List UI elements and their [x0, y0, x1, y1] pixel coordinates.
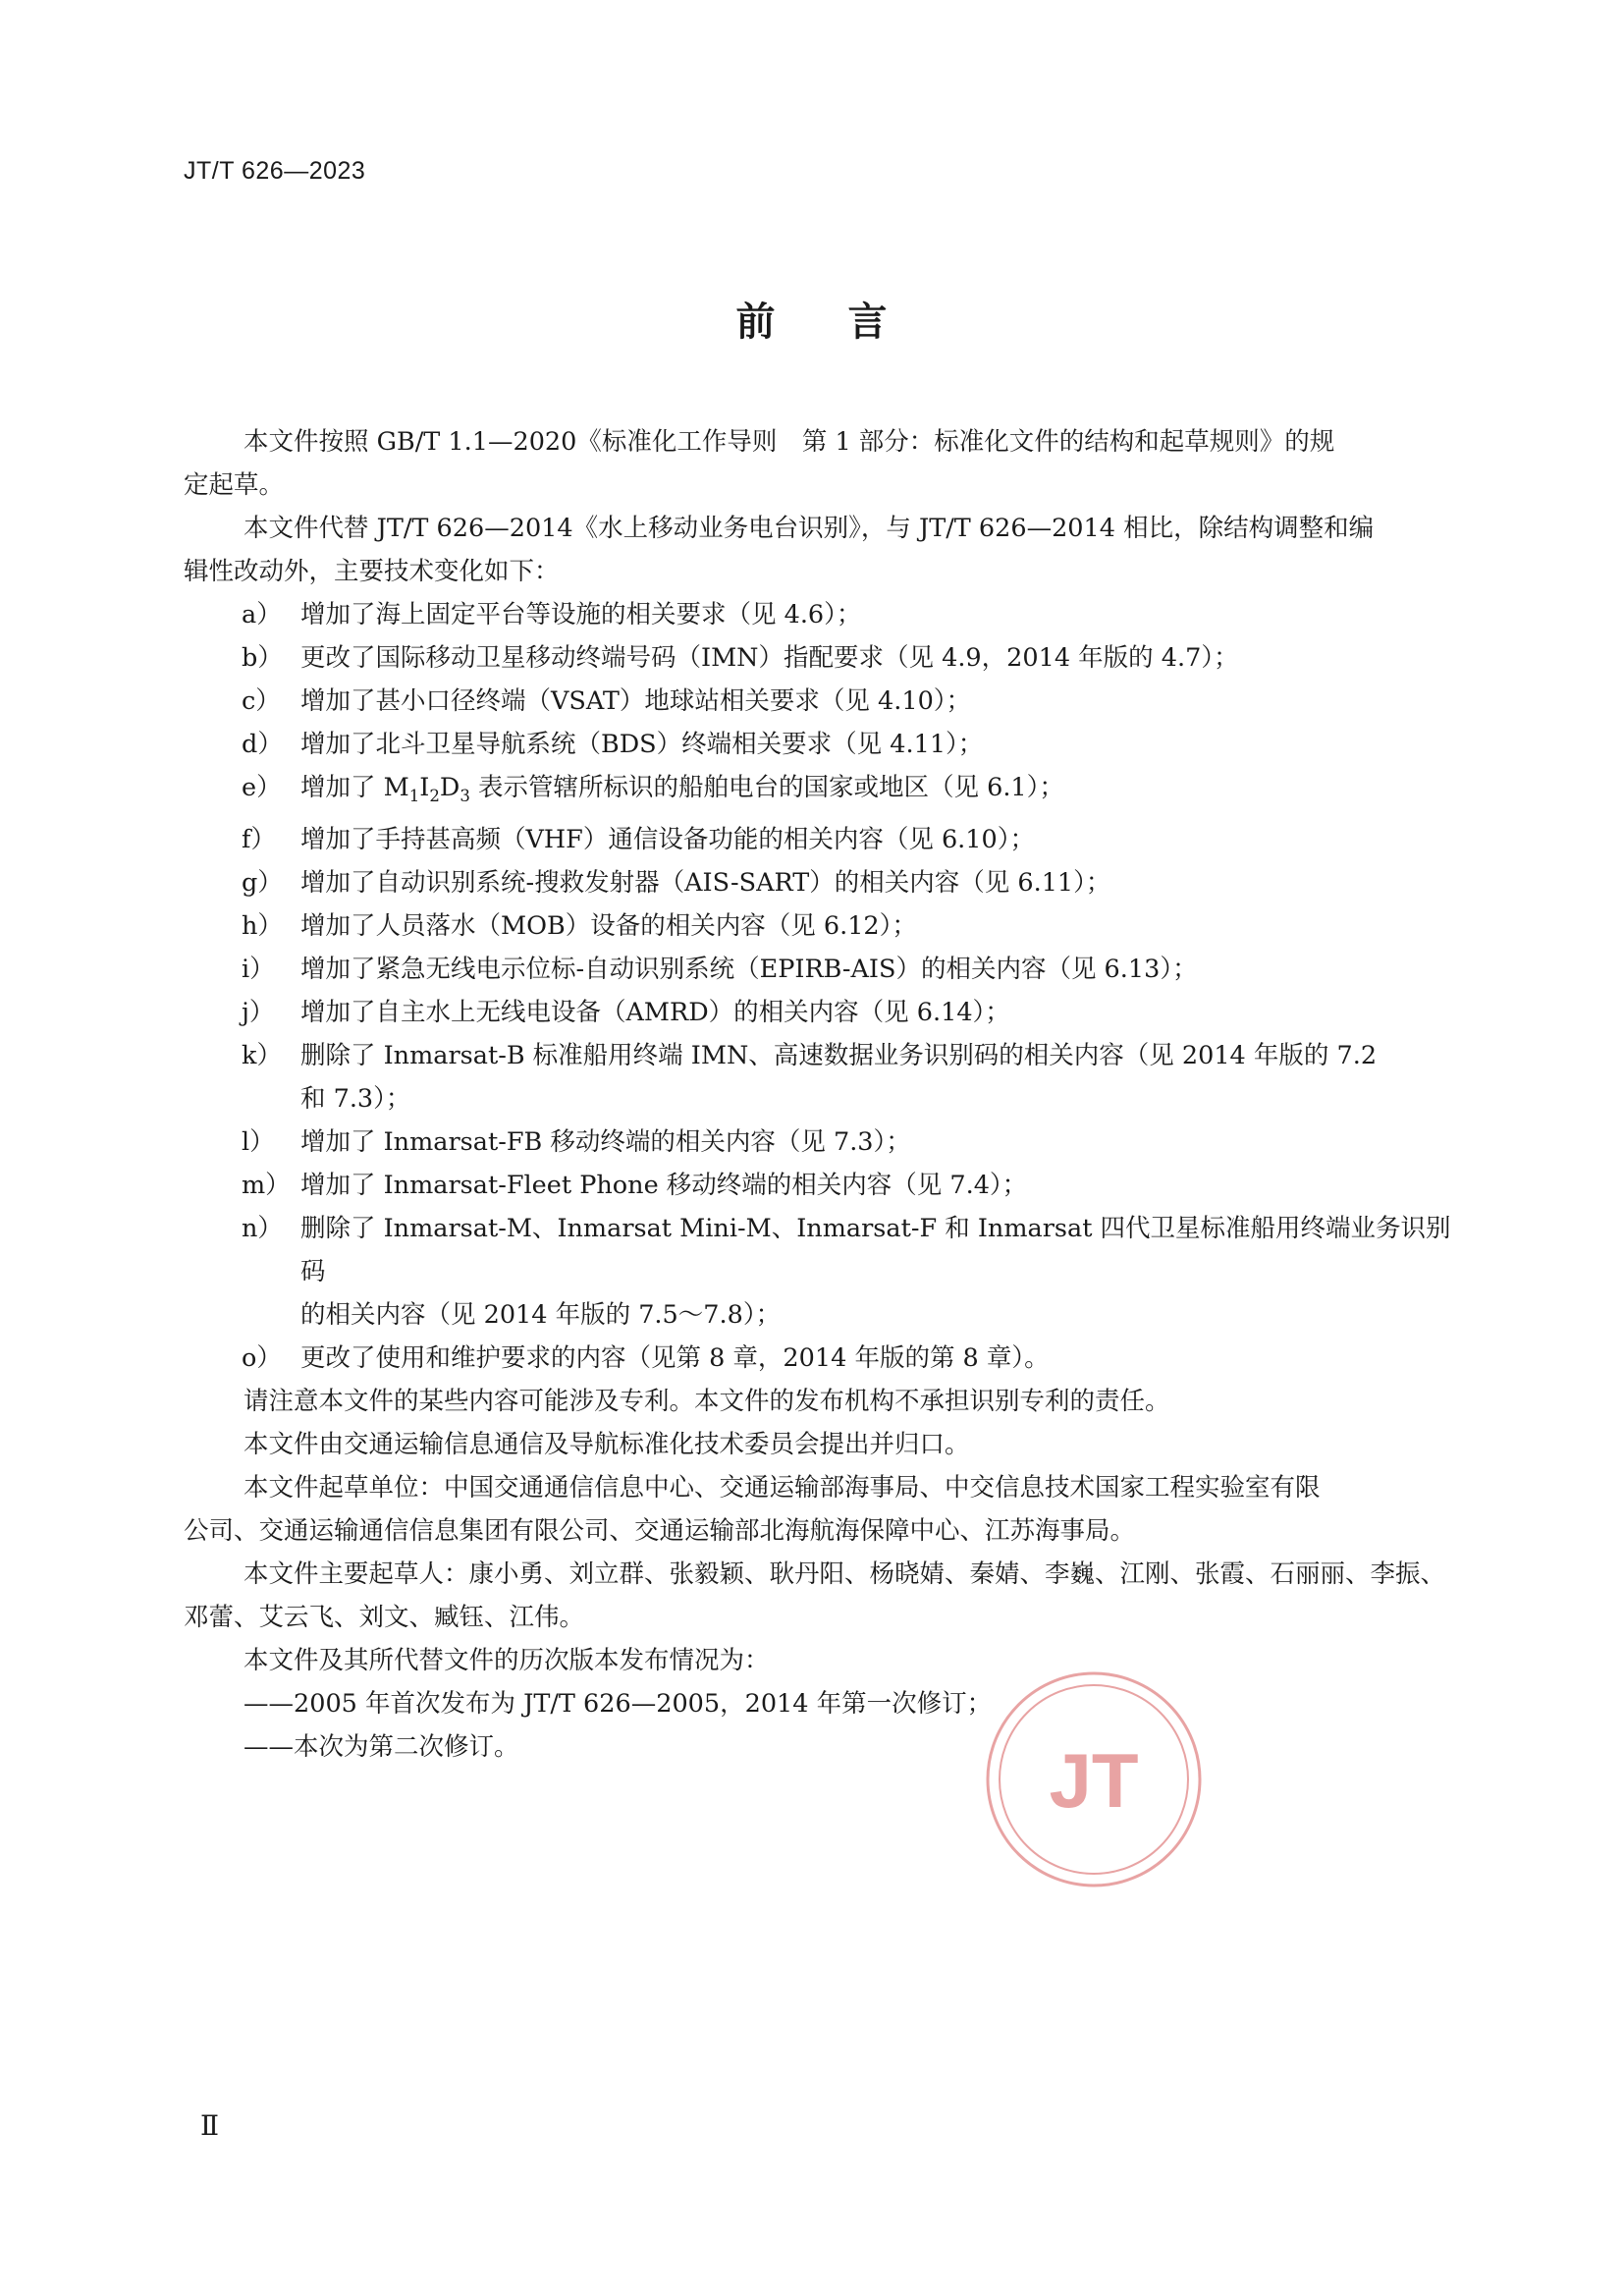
- text-fragment: I: [419, 773, 430, 802]
- list-marker: h）: [242, 911, 283, 942]
- list-item: [243, 904, 1451, 948]
- list-item: [243, 723, 1451, 766]
- text-fragment: D: [439, 773, 460, 802]
- list-item-text: [300, 773, 1064, 806]
- paragraph-proposer: [243, 1423, 1451, 1466]
- list-item: [243, 766, 1451, 818]
- list-item-text-continued: 和 7.3）；: [300, 1084, 411, 1115]
- paragraph-line: 邓蕾、艾云飞、刘文、臧钰、江伟。: [184, 1603, 585, 1633]
- text-fragment: 增加了 M: [300, 773, 409, 802]
- paragraph-line: 本文件主要起草人：康小勇、刘立群、张毅颖、耿丹阳、杨晓婧、秦婧、李巍、江刚、张霞、石丽丽、李振、: [243, 1559, 1446, 1590]
- list-item-text: 增加了甚小口径终端（VSAT）地球站相关要求（见 4.10）；: [300, 686, 972, 716]
- history-item: ——2005 年首次发布为 JT/T 626—2005，2014 年第一次修订；: [243, 1689, 993, 1720]
- list-marker: i）: [242, 955, 275, 985]
- paragraph-line: 辑性改动外，主要技术变化如下：: [184, 557, 560, 586]
- list-item-text: 增加了人员落水（MOB）设备的相关内容（见 6.12）；: [300, 911, 917, 942]
- list-item-text: 增加了 Inmarsat-FB 移动终端的相关内容（见 7.3）；: [300, 1127, 911, 1158]
- list-item-text: 更改了国际移动卫星移动终端号码（IMN）指配要求（见 4.9，2014 年版的 4.7）；: [300, 643, 1239, 673]
- page-number: Ⅱ: [200, 2109, 220, 2142]
- subscript: 1: [408, 787, 420, 806]
- list-marker: g）: [242, 868, 283, 899]
- list-marker: l）: [242, 1127, 275, 1158]
- paragraph-patent: [243, 1380, 1451, 1423]
- list-item: [243, 818, 1451, 861]
- paragraph-line: 公司、交通运输通信信息集团有限公司、交通运输部北海航海保障中心、江苏海事局。: [184, 1516, 1136, 1547]
- list-marker: c）: [242, 686, 281, 716]
- list-item-text: 增加了手持甚高频（VHF）通信设备功能的相关内容（见 6.10）；: [300, 825, 1035, 855]
- list-item: [243, 1164, 1451, 1207]
- list-item-text: 增加了海上固定平台等设施的相关要求（见 4.6）；: [300, 600, 862, 629]
- document-code: JT/T 626—2023: [184, 157, 366, 185]
- stamp-text: JT: [1049, 1737, 1139, 1824]
- jt-stamp-logo: [982, 1667, 1206, 1891]
- list-item: [243, 991, 1451, 1034]
- list-item-text: 删除了 Inmarsat-M、Inmarsat Mini-M、Inmarsat-F 和 Inmarsat 四代卫星标准船用终端业务识别码: [300, 1214, 1451, 1287]
- paragraph-structure: [184, 420, 1451, 507]
- list-item-text-continued: 的相关内容（见 2014 年版的 7.5～7.8）；: [300, 1300, 782, 1331]
- paragraph-line: 本文件及其所代替文件的历次版本发布情况为：: [243, 1646, 770, 1676]
- list-marker: m）: [242, 1171, 291, 1201]
- list-item-text: 增加了自主水上无线电设备（AMRD）的相关内容（见 6.14）；: [300, 998, 1010, 1028]
- paragraph-drafters: [184, 1553, 1451, 1639]
- list-item: [243, 1121, 1451, 1164]
- subscript: 2: [429, 787, 440, 806]
- list-item-text: 删除了 Inmarsat-B 标准船用终端 IMN、高速数据业务识别码的相关内容（见 2014 年版的 7.2: [300, 1041, 1378, 1071]
- list-marker: b）: [242, 643, 283, 673]
- list-item: [243, 948, 1451, 991]
- list-marker: d）: [242, 730, 283, 759]
- list-item: [243, 1337, 1451, 1380]
- list-marker: a）: [242, 600, 282, 629]
- list-item: [243, 680, 1451, 723]
- paragraph-line: 本文件起草单位：中国交通通信信息中心、交通运输部海事局、中交信息技术国家工程实验室有限: [243, 1473, 1321, 1503]
- paragraph-line: 本文件由交通运输信息通信及导航标准化技术委员会提出并归口。: [243, 1430, 970, 1460]
- paragraph-line: 请注意本文件的某些内容可能涉及专利。本文件的发布机构不承担识别专利的责任。: [243, 1387, 1170, 1417]
- list-marker: j）: [242, 998, 275, 1028]
- list-marker: k）: [242, 1041, 282, 1071]
- list-item-text: 增加了 Inmarsat-Fleet Phone 移动终端的相关内容（见 7.4）；: [300, 1171, 1028, 1201]
- foreword-body: [184, 420, 1451, 1769]
- list-marker: o）: [242, 1343, 282, 1374]
- list-item: [243, 593, 1451, 636]
- changes-list: [243, 593, 1451, 1380]
- paragraph-line: 本文件代替 JT/T 626—2014《水上移动业务电台识别》，与 JT/T 626—2014 相比，除结构调整和编: [243, 514, 1375, 543]
- list-item-text: 增加了北斗卫星导航系统（BDS）终端相关要求（见 4.11）；: [300, 730, 984, 759]
- subscript: 3: [460, 787, 470, 806]
- list-marker: e）: [242, 773, 282, 802]
- paragraph-drafting-units: [184, 1466, 1451, 1553]
- history-item: ——本次为第二次修订。: [243, 1732, 519, 1763]
- text-fragment: 表示管辖所标识的船舶电台的国家或地区（见 6.1）；: [469, 773, 1064, 802]
- list-item: [243, 636, 1451, 680]
- paragraph-replacement: [184, 507, 1451, 593]
- list-marker: f）: [242, 825, 276, 855]
- paragraph-line: 本文件按照 GB/T 1.1—2020《标准化工作导则 第 1 部分：标准化文件的结构和起草规则》的规: [243, 427, 1335, 457]
- list-item-text: 更改了使用和维护要求的内容（见第 8 章，2014 年版的第 8 章）。: [300, 1343, 1050, 1374]
- page-title: 前 言: [735, 300, 888, 345]
- list-item-text: 增加了自动识别系统-搜救发射器（AIS-SART）的相关内容（见 6.11）；: [300, 868, 1111, 899]
- paragraph-history-intro: [243, 1639, 1451, 1682]
- list-item-text: 增加了紧急无线电示位标-自动识别系统（EPIRB-AIS）的相关内容（见 6.13）；: [300, 955, 1198, 985]
- list-item: [243, 861, 1451, 904]
- list-item: [243, 1207, 1451, 1337]
- paragraph-line: 定起草。: [184, 470, 285, 500]
- list-item: [243, 1034, 1451, 1121]
- list-marker: n）: [242, 1214, 283, 1244]
